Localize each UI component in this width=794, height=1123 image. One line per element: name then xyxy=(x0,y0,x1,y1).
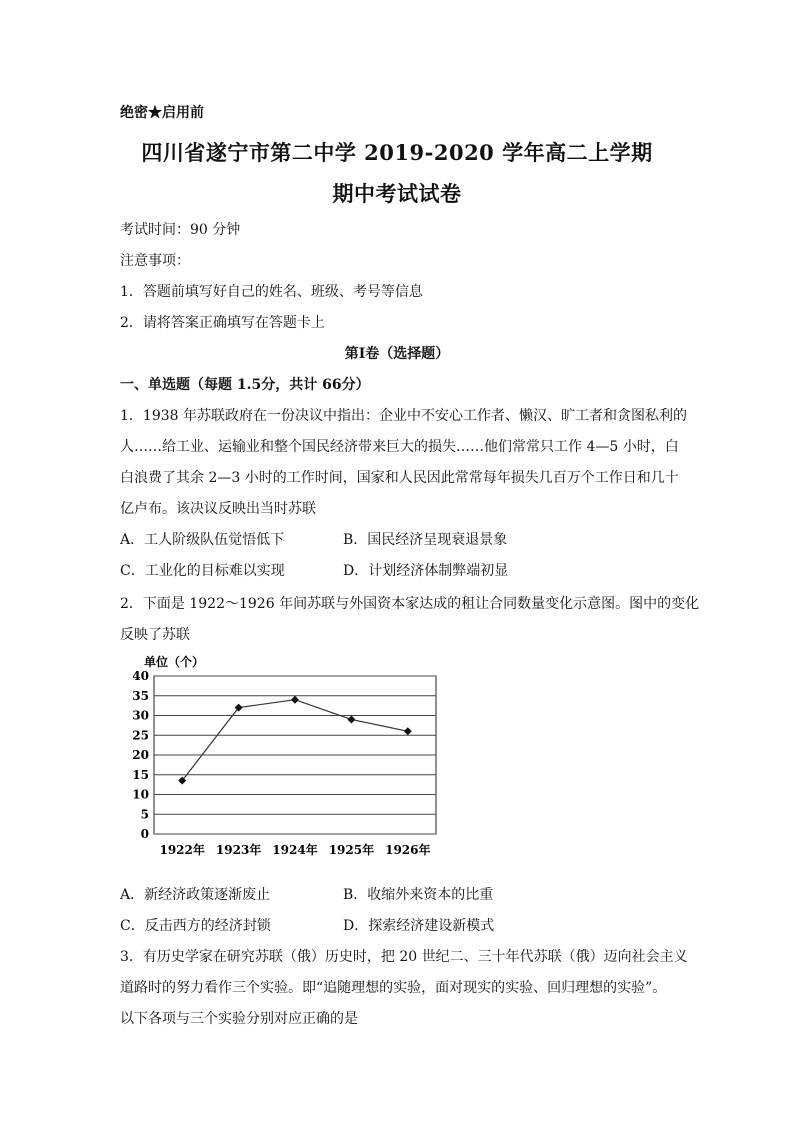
question-1-line: 1．1938 年苏联政府在一份决议中指出：企业中不安心工作者、懒汉、旷工者和贪图私利的 xyxy=(120,408,687,424)
option-a[interactable]: A．新经济政策逐渐废止 xyxy=(120,887,271,903)
confidential-label: 绝密★启用前 xyxy=(120,105,204,121)
y-tick-label: 35 xyxy=(132,688,149,703)
option-a[interactable]: A．工人阶级队伍觉悟低下 xyxy=(120,532,285,548)
question-1-line: 人……给工业、运输业和整个国民经济带来巨大的损失……他们常常只工作 4—5 小时，白 xyxy=(120,439,679,455)
option-d[interactable]: D．计划经济体制弊端初显 xyxy=(343,563,509,579)
series-line xyxy=(182,700,408,781)
y-tick-label: 5 xyxy=(140,807,149,822)
exam-title: 四川省遂宁市第二中学 2019-2020 学年高二上学期 xyxy=(141,140,653,165)
notes-title: 注意事项： xyxy=(120,253,190,269)
data-point xyxy=(404,727,412,735)
question-2-line: 2．下面是 1922～1926 年间苏联与外国资本家达成的租让合同数量变化示意图。图中的变化 xyxy=(120,596,700,612)
y-tick-label: 30 xyxy=(132,708,149,723)
exam-time: 考试时间：90 分钟 xyxy=(120,222,241,238)
note-item: 1．答题前填写好自己的姓名、班级、考号等信息 xyxy=(120,284,423,300)
y-tick-label: 25 xyxy=(132,728,149,743)
concession-contracts-chart xyxy=(118,652,448,864)
data-point xyxy=(347,715,355,723)
option-d[interactable]: D．探索经济建设新模式 xyxy=(343,918,495,934)
y-tick-label: 10 xyxy=(132,787,149,802)
option-b[interactable]: B．国民经济呈现衰退景象 xyxy=(343,532,508,548)
question-3-line: 3．有历史学家在研究苏联（俄）历史时，把 20 世纪二、三十年代苏联（俄）迈向社会主义 xyxy=(120,949,688,965)
note-item: 2．请将答案正确填写在答题卡上 xyxy=(120,315,325,331)
x-tick-label: 1922年 xyxy=(159,843,205,857)
y-tick-labels xyxy=(132,669,149,841)
x-tick-label: 1926年 xyxy=(385,843,431,857)
option-c[interactable]: C．工业化的目标难以实现 xyxy=(120,563,285,579)
y-tick-label: 15 xyxy=(132,767,149,782)
question-3-line: 以下各项与三个实验分别对应正确的是 xyxy=(120,1011,358,1027)
exam-subtitle: 期中考试试卷 xyxy=(332,181,462,206)
y-tick-label: 0 xyxy=(140,827,149,841)
option-b[interactable]: B．收缩外来资本的比重 xyxy=(343,887,494,903)
x-tick-label: 1923年 xyxy=(215,843,262,857)
y-tick-label: 40 xyxy=(132,669,149,683)
chart-series xyxy=(178,696,412,785)
x-tick-label: 1924年 xyxy=(272,843,318,857)
section-heading: 一、单选题（每题 1.5分，共计 66分） xyxy=(120,377,370,393)
x-tick-label: 1925年 xyxy=(328,843,375,857)
x-tick-labels xyxy=(159,842,430,857)
option-c[interactable]: C．反击西方的经济封锁 xyxy=(120,918,271,934)
y-axis-label: 单位（个） xyxy=(144,655,205,669)
question-3-line: 道路时的努力看作三个实验。即“追随理想的实验，面对现实的实验、回归理想的实验”。 xyxy=(120,980,667,996)
data-point xyxy=(291,696,299,704)
question-1-line: 亿卢布。该决议反映出当时苏联 xyxy=(120,501,316,517)
volume-heading: 第Ⅰ卷（选择题） xyxy=(344,346,450,362)
question-2-line: 反映了苏联 xyxy=(120,627,190,643)
y-tick-label: 20 xyxy=(132,748,149,762)
question-1-line: 白浪费了其余 2—3 小时的工作时间，国家和人民因此常常每年损失几百万个工作日和几十 xyxy=(120,470,679,486)
